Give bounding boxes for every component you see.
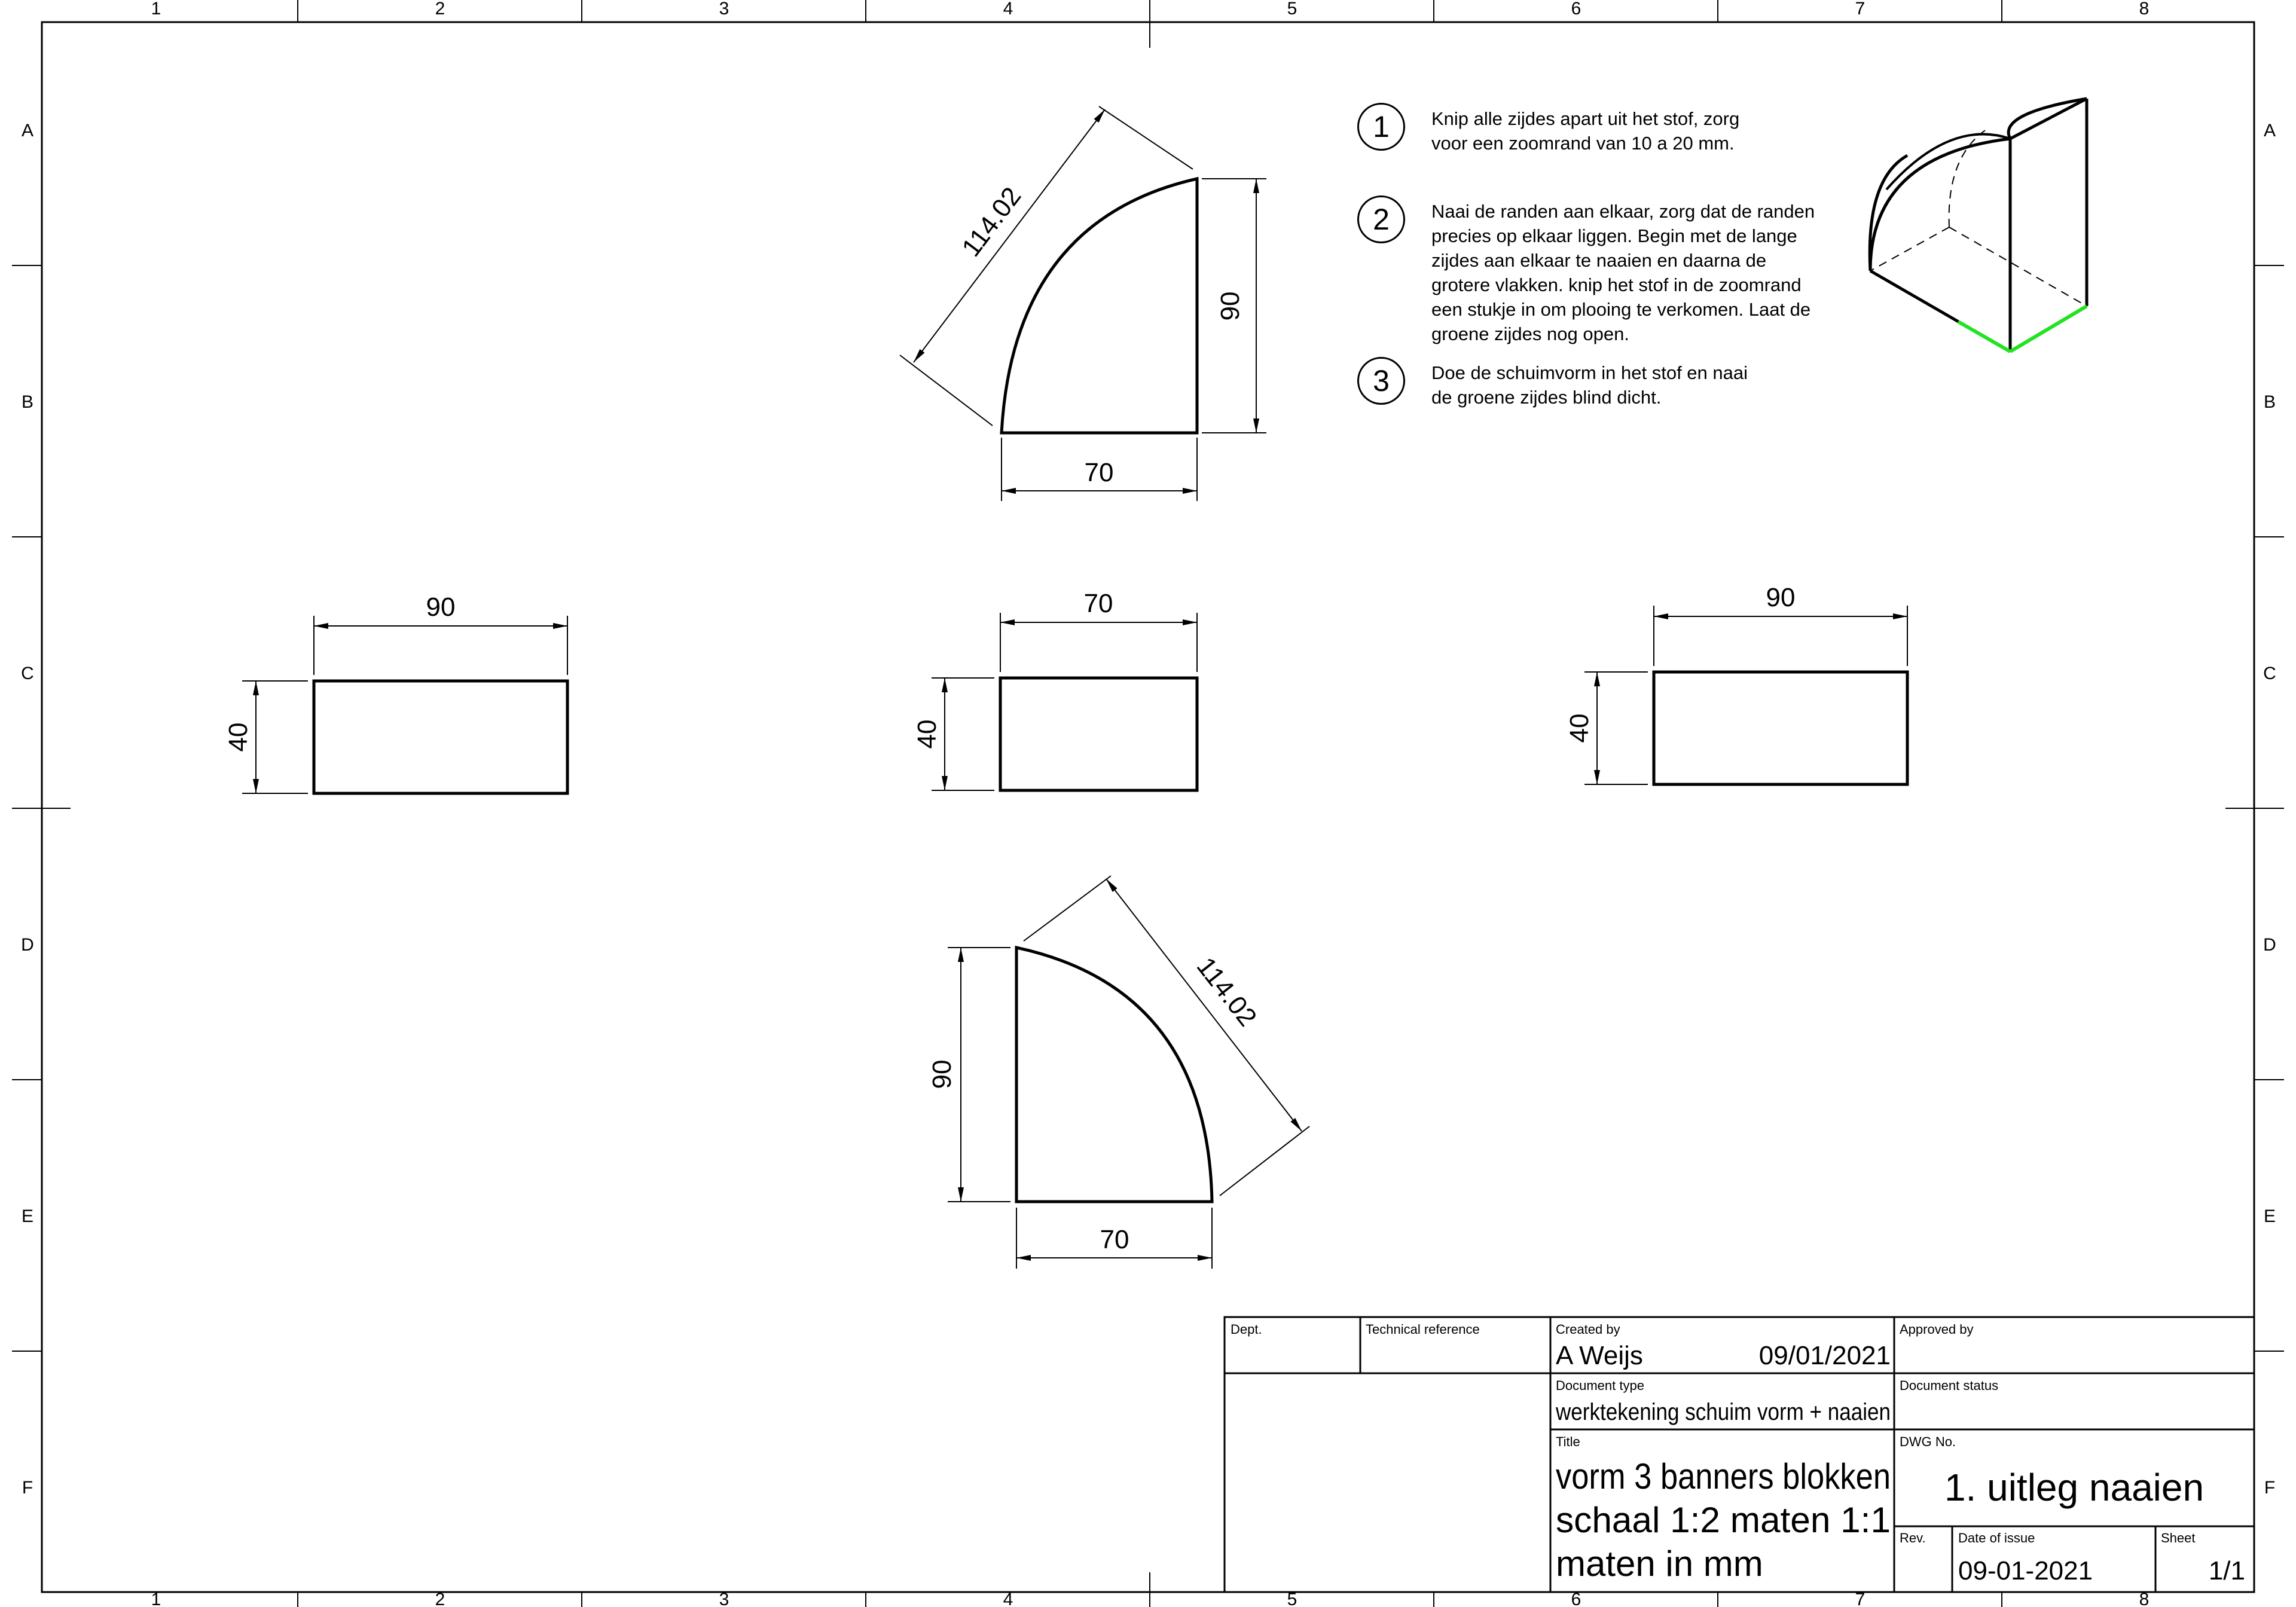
dimension-label-height: 90 — [927, 1059, 957, 1089]
created-by-value: A Weijs — [1556, 1341, 1643, 1370]
green-seam-right — [2010, 306, 2087, 352]
row-label-left: F — [22, 1478, 33, 1498]
dimension-label-height: 90 — [1216, 291, 1245, 321]
date-of-issue-value: 09-01-2021 — [1958, 1556, 2093, 1585]
tech-ref-label: Technical reference — [1366, 1322, 1480, 1337]
extension-line — [1024, 876, 1111, 941]
rect-right-view — [1565, 583, 1907, 784]
dimension-label-width: 70 — [1100, 1225, 1129, 1254]
doc-status-label: Document status — [1900, 1378, 1999, 1393]
step-text: Naai de randen aan elkaar, zorg dat de randen precies op elkaar liggen. Begin met de lange zijdes aan elkaar te naaien en daarna de grotere vlakken. knip het stof in de zoomrand een stukje in om plooing te verkomen. Laat de groene zijdes nog open. — [1431, 201, 1815, 344]
col-label-bottom: 2 — [435, 1590, 445, 1607]
top-arc-shape — [1002, 179, 1197, 433]
dimension-label-height: 40 — [224, 722, 253, 752]
col-label-top: 3 — [719, 0, 729, 19]
col-label-top: 5 — [1287, 0, 1297, 19]
dimension-label-width: 90 — [1766, 583, 1796, 612]
doc-type-value: werktekening schuim vorm + naaien — [1555, 1399, 1891, 1425]
step-text: Knip alle zijdes apart uit het stof, zorg voor een zoomrand van 10 a 20 mm. — [1431, 108, 1740, 154]
title-line-2: schaal 1:2 maten 1:1 — [1556, 1500, 1891, 1540]
iso-top-right-edge — [2010, 99, 2087, 139]
created-date-value: 09/01/2021 — [1758, 1341, 1891, 1370]
rev-label: Rev. — [1900, 1530, 1926, 1545]
title-label: Title — [1556, 1434, 1580, 1449]
green-seam-left — [1958, 322, 2010, 352]
dimension-line — [914, 109, 1105, 362]
col-label-top: 7 — [1855, 0, 1866, 19]
col-label-top: 6 — [1571, 0, 1581, 19]
col-label-bottom: 6 — [1571, 1590, 1581, 1607]
dimension-label-width: 90 — [426, 592, 456, 622]
dimension-label-height: 40 — [1565, 713, 1594, 743]
title-block-text — [1231, 1322, 2245, 1585]
step-text: Doe de schuimvorm in het stof en naai de groene zijdes blind dicht. — [1431, 362, 1748, 408]
bottom-arc-view — [927, 876, 1309, 1269]
row-label-right: B — [2263, 392, 2276, 412]
col-label-bottom: 8 — [2139, 1590, 2150, 1607]
top-arc-view — [900, 106, 1266, 501]
iso-top-front-arc — [1870, 139, 2010, 271]
dwg-no-value: 1. uitleg naaien — [1944, 1466, 2205, 1509]
isometric-sketch — [1870, 99, 2087, 352]
row-label-right: C — [2263, 664, 2276, 683]
row-label-left: C — [21, 664, 34, 683]
rect-right-shape — [1654, 672, 1907, 784]
row-label-right: D — [2263, 935, 2276, 955]
row-label-left: D — [21, 935, 34, 955]
zone-labels — [21, 0, 2276, 1607]
row-label-left: E — [21, 1206, 34, 1226]
dwg-no-label: DWG No. — [1900, 1434, 1956, 1449]
extension-line — [1220, 1126, 1309, 1196]
step-number-circle: 3 — [1357, 357, 1405, 405]
sheet-value: 1/1 — [2208, 1556, 2245, 1585]
rect-left-view — [224, 592, 567, 793]
col-label-bottom: 1 — [151, 1590, 161, 1607]
dimension-label-diagonal: 114.02 — [956, 182, 1027, 262]
rect-mid-shape — [1000, 678, 1197, 790]
iso-seams-green — [1958, 306, 2087, 352]
extension-line — [1099, 106, 1193, 169]
date-of-issue-label: Date of issue — [1958, 1530, 2035, 1545]
extension-line — [900, 355, 993, 426]
created-by-label: Created by — [1556, 1322, 1620, 1337]
title-line-1: vorm 3 banners blokken — [1556, 1456, 1891, 1496]
step-number-circle: 2 — [1357, 195, 1405, 243]
col-label-bottom: 3 — [719, 1590, 729, 1607]
dimension-label-height: 40 — [912, 719, 942, 749]
col-label-top: 8 — [2139, 0, 2150, 19]
step-number-circle: 1 — [1357, 103, 1405, 151]
rect-mid-view — [912, 589, 1197, 790]
row-label-right: E — [2263, 1206, 2276, 1226]
dimension-label-width: 70 — [1084, 458, 1114, 487]
rect-left-shape — [314, 681, 567, 793]
doc-type-label: Document type — [1556, 1378, 1644, 1393]
col-label-top: 1 — [151, 0, 161, 19]
row-label-right: F — [2264, 1478, 2276, 1498]
bottom-arc-shape — [1016, 948, 1212, 1202]
col-label-bottom: 4 — [1003, 1590, 1013, 1607]
col-label-top: 2 — [435, 0, 445, 19]
dimension-label-diagonal: 114.02 — [1190, 952, 1263, 1032]
col-label-top: 4 — [1003, 0, 1013, 19]
iso-hidden-edge — [1870, 227, 1949, 271]
zone-ticks — [12, 0, 2284, 1607]
approved-by-label: Approved by — [1900, 1322, 1974, 1337]
title-line-3: maten in mm — [1556, 1544, 1763, 1584]
sheet-label: Sheet — [2161, 1530, 2196, 1545]
row-label-left: B — [21, 392, 34, 412]
dept-label: Dept. — [1231, 1322, 1262, 1337]
iso-hidden-edge — [1949, 227, 2087, 306]
col-label-bottom: 7 — [1855, 1590, 1866, 1607]
dimension-label-width: 70 — [1083, 589, 1113, 618]
row-label-right: A — [2263, 121, 2276, 140]
row-label-left: A — [21, 121, 34, 140]
col-label-bottom: 5 — [1287, 1590, 1297, 1607]
